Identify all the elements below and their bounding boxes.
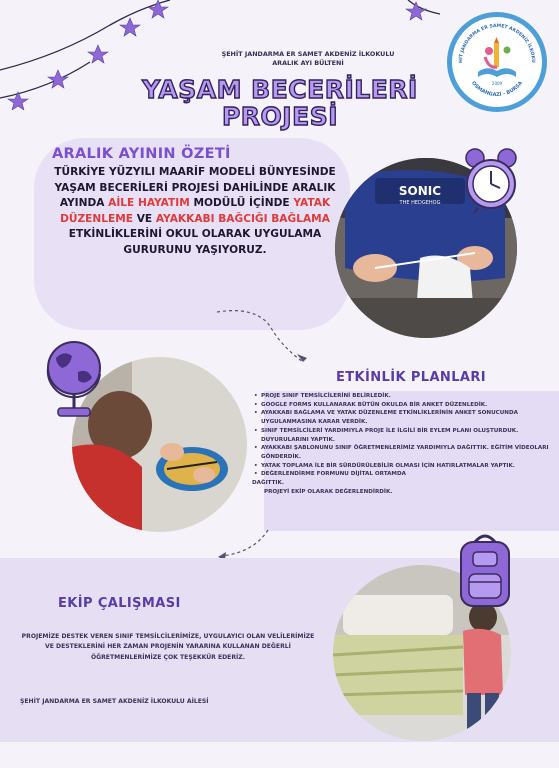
shirt-text: SONIC <box>398 184 442 198</box>
summary-text-part: ETKİNLİKLERİNİ OKUL OLARAK UYGULAMA GURURUNU YAŞIYORUZ. <box>68 228 322 256</box>
summary-title: ARALIK AYININ ÖZETİ <box>52 146 231 162</box>
team-text: PROJEMİZE DESTEK VEREN SINIF TEMSİLCİLERİMİZE, UYGULAYICI OLAN VELİLERİMİZE VE DESTEKLERİNİ HER ZAMAN PROJENİN YARARINA KULLANAN DEĞERLİ ÖĞRETMENLERİMİZE ÇOK TEŞEKKÜR EDERİZ. <box>21 633 315 661</box>
title-line-2: PROJESİ <box>221 102 338 131</box>
logo-year: 2009 <box>491 81 503 86</box>
plans-list <box>252 392 552 496</box>
backpack-icon <box>455 530 515 612</box>
school-name: ŞEHİT JANDARMA ER SAMET AKDENİZ İLKOKULU <box>221 50 395 58</box>
list-item: • GOOGLE FORMS KULLANARAK BÜTÜN OKULDA BİR ANKET DÜZENLEDİK. <box>252 401 552 410</box>
star-icon <box>8 92 28 110</box>
highlight-shoelace: AYAKKABI BAĞCIĞI BAĞLAMA <box>155 212 330 225</box>
team-signature: ŞEHİT JANDARMA ER SAMET AKDENİZ İLKOKULU AİLESİ <box>20 698 209 705</box>
star-icon <box>120 18 140 36</box>
list-item: • DEĞERLENDİRME FORMUNU DİJİTAL ORTAMDA <box>252 470 552 479</box>
summary-text-part: MODÜLÜ İÇİNDE <box>189 197 294 209</box>
team-title: EKİP ÇALIŞMASI <box>58 596 181 611</box>
logo-emblem <box>452 17 542 107</box>
alarm-clock-icon <box>462 146 520 214</box>
school-logo <box>447 12 547 112</box>
list-item: • AYAKKABI BAĞLAMA VE YATAK DÜZENLEME ETKİNLİKLERİNİN ANKET SONUCUNDA UYGULANMASINA KARAR VERDİK. <box>252 409 552 426</box>
summary-text-part: VE <box>133 212 156 225</box>
list-item: • PROJE SINIF TEMSİLCİLERİNİ BELİRLEDİK. <box>252 392 552 401</box>
shirt-subtext: THE HEDGEHOG <box>399 200 441 206</box>
arrow-icon <box>214 528 270 562</box>
plans-title: ETKİNLİK PLANLARI <box>336 370 487 385</box>
list-item: • SINIF TEMSİLCİLERİ YARDIMIYLA PROJE İLE İLGİLİ BİR EYLEM PLANI OLUŞTURDUK. DUYURULARINI YAPTIK. <box>252 427 552 444</box>
highlight-bed: YATAK DÜZENLEME <box>60 197 331 225</box>
page-title <box>100 76 460 130</box>
summary-text <box>52 165 338 258</box>
bulletin-label: ARALIK AYI BÜLTENİ <box>272 59 344 67</box>
star-icon <box>88 45 108 63</box>
star-icon <box>48 70 68 88</box>
list-item: • YATAK TOPLAMA İLE BİR SÜRDÜRÜLEBİLİR OLMASI İÇİN HATIRLATMALAR YAPTIK. <box>252 462 552 471</box>
title-line-1: YAŞAM BECERİLERİ <box>142 75 418 104</box>
highlight-module: AİLE HAYATIM <box>108 197 190 209</box>
arrow-icon <box>215 306 315 372</box>
school-header <box>188 50 428 68</box>
list-item: • AYAKKABI ŞABLONUNU SINIF ÖĞRETMENLERİMİZ YARDIMIYLA DAĞITTIK. EĞİTİM VİDEOLARI GÖNDERDİK. <box>252 444 552 461</box>
list-item-tail: DAĞITTIK. <box>252 480 284 487</box>
list-item-tail: PROJEYİ EKİP OLARAK DEĞERLENDİRDİK. <box>264 488 393 495</box>
globe-icon <box>42 334 106 422</box>
logo-ring-text: HİT JANDARMA ER SAMET AKDENİZ İLKOKU <box>458 23 536 63</box>
star-icon <box>406 2 426 20</box>
summary-text-part: TÜRKİYE YÜZYILI MAARİF MODELİ BÜNYESİNDE YAŞAM BECERİLERİ PROJESİ DAHİLİNDE ARALIK AYINDA <box>54 166 336 209</box>
star-icon <box>148 0 168 18</box>
logo-city: OSMANGAZİ - BURSA <box>470 80 524 99</box>
page-footer <box>0 742 559 768</box>
